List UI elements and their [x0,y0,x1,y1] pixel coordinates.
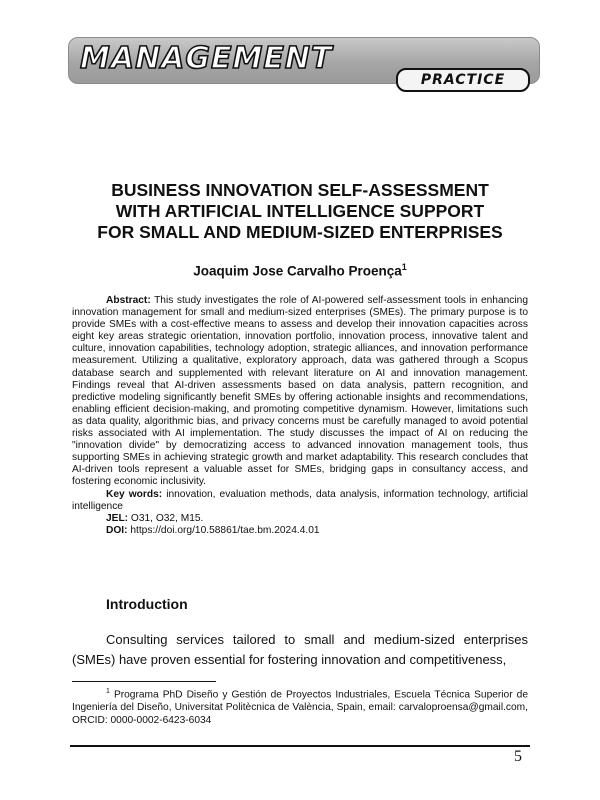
author-footnote-mark: 1 [401,262,407,272]
abstract-label: Abstract: [106,295,151,306]
doi-label: DOI: [106,524,128,536]
footnote-mark: 1 [106,688,110,695]
doi-link[interactable]: https://doi.org/10.58861/tae.bm.2024.4.01 [127,524,320,536]
jel-line [72,513,528,525]
paper-title [40,180,560,243]
author-name: Joaquim Jose Carvalho Proença [193,263,402,279]
title-line-3: FOR SMALL AND MEDIUM-SIZED ENTERPRISES [97,222,503,242]
footnote-text: Programa PhD Diseño y Gestión de Proyectos Industriales, Escuela Técnica Superior de Ingeniería del Diseño, Universitat Politècnica de València, Spain, email: carvaloproensa@gmail.com, ORCID: 0000-0002-6423-6034 [72,689,528,726]
introduction-paragraph: Consulting services tailored to small and medium-sized enterprises (SMEs) have proven essential for fostering innovation and competitiveness, [72,632,528,667]
keywords-line [72,489,528,513]
footnote-paragraph [72,686,528,727]
title-line-1: BUSINESS INNOVATION SELF-ASSESSMENT [111,180,489,200]
jel-codes: O31, O32, M15. [128,512,204,524]
jel-label: JEL: [106,512,129,524]
abstract-text: This study investigates the role of AI-powered self-assessment tools in enhancing innovation management for small and medium-sized enterprises (SMEs). The primary purpose is to provide SMEs with a cost-effective means to assess and develop their innovation capacities across eight key areas strategic orientation, innovation portfolio, innovation process, innovative talent and culture, innovation capabilities, technology adoption, strategic alliances, and innovation performance measurement. Utilizing a qualitative, exploratory approach, data was gathered through a Scopus database search and supplemented with relevant literature on AI and innovation management. Findings reveal that AI-driven assessments based on data analysis, pattern recognition, and predictive modeling significantly benefit SMEs by offering actionable insights and recommendations, enabling efficient decision-making, and promoting competitive dynamism. However, limitations such as data quality, algorithmic bias, and privacy concerns must be carefully managed to avoid potential risks associated with AI implementation. The study discusses the impact of AI on reducing the "innovation divide" by democratizing access to advanced innovation management tools, thus supporting SMEs in achieving strategic growth and market adaptability. This research concludes that AI-driven tools represent a valuable asset for SMEs, bridging gaps in consultancy access, and fostering economic inclusivity. [72,295,528,488]
keywords-text: innovation, evaluation methods, data analysis, information technology, artificial intelligence [72,488,528,512]
title-line-2: WITH ARTIFICIAL INTELLIGENCE SUPPORT [115,201,485,221]
doi-line [72,525,528,537]
introduction-body [72,630,528,670]
banner-title: MANAGEMENT [80,41,333,76]
author-line [40,262,560,279]
abstract-block [72,295,528,537]
page-number: 5 [514,748,522,765]
page-footer-rule [70,745,530,747]
keywords-label: Key words: [106,488,163,500]
footnote-divider [72,681,216,682]
section-tag: PRACTICE [396,68,530,92]
abstract-paragraph [72,295,528,489]
footnote [72,686,528,727]
introduction-heading: Introduction [106,596,188,612]
